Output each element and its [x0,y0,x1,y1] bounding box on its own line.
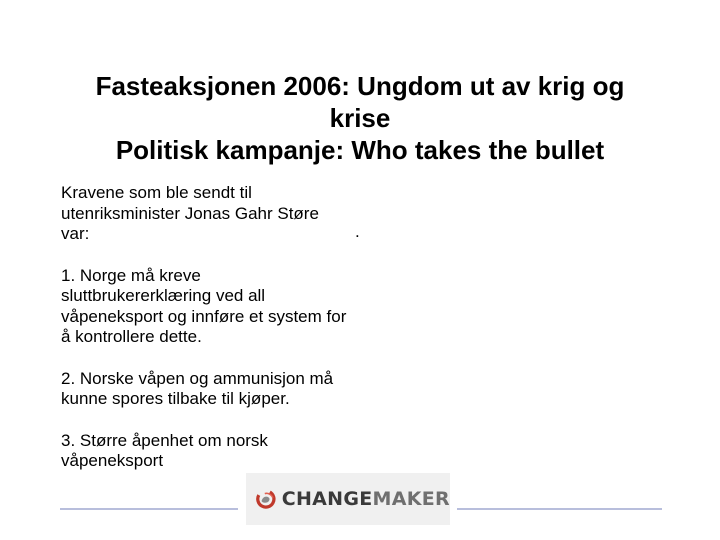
footer-line-left [60,508,238,510]
paragraph-gap [61,245,351,266]
title-line-3: Politisk kampanje: Who takes the bullet [115,135,605,165]
paragraph-gap [61,410,351,431]
logo-wordmark [282,488,450,510]
demand-item-3: 3. Større åpenhet om norsk våpeneksport [61,430,268,470]
demand-item-1: 1. Norge må kreve sluttbrukererklæring ved all våpeneksport og innføre et system for å kontrollere dette. [61,265,347,346]
slide-title [40,70,680,166]
footer-line-right [457,508,662,510]
logo-word-maker: MAKER [372,488,450,510]
paragraph-gap [61,348,351,369]
logo-word-change: CHANGE [281,488,373,510]
title-line-2: krise [329,103,391,133]
slide-body [61,183,351,472]
changemaker-logo [246,473,450,525]
body-intro: Kravene som ble sendt til utenriksminister Jonas Gahr Støre var: [61,183,319,243]
demand-item-2: 2. Norske våpen og ammunisjon må kunne spores tilbake til kjøper. [61,368,334,408]
placeholder-dot: . [355,222,360,241]
changemaker-logo-icon [254,479,278,519]
title-line-1: Fasteaksjonen 2006: Ungdom ut av krig og [95,71,625,101]
